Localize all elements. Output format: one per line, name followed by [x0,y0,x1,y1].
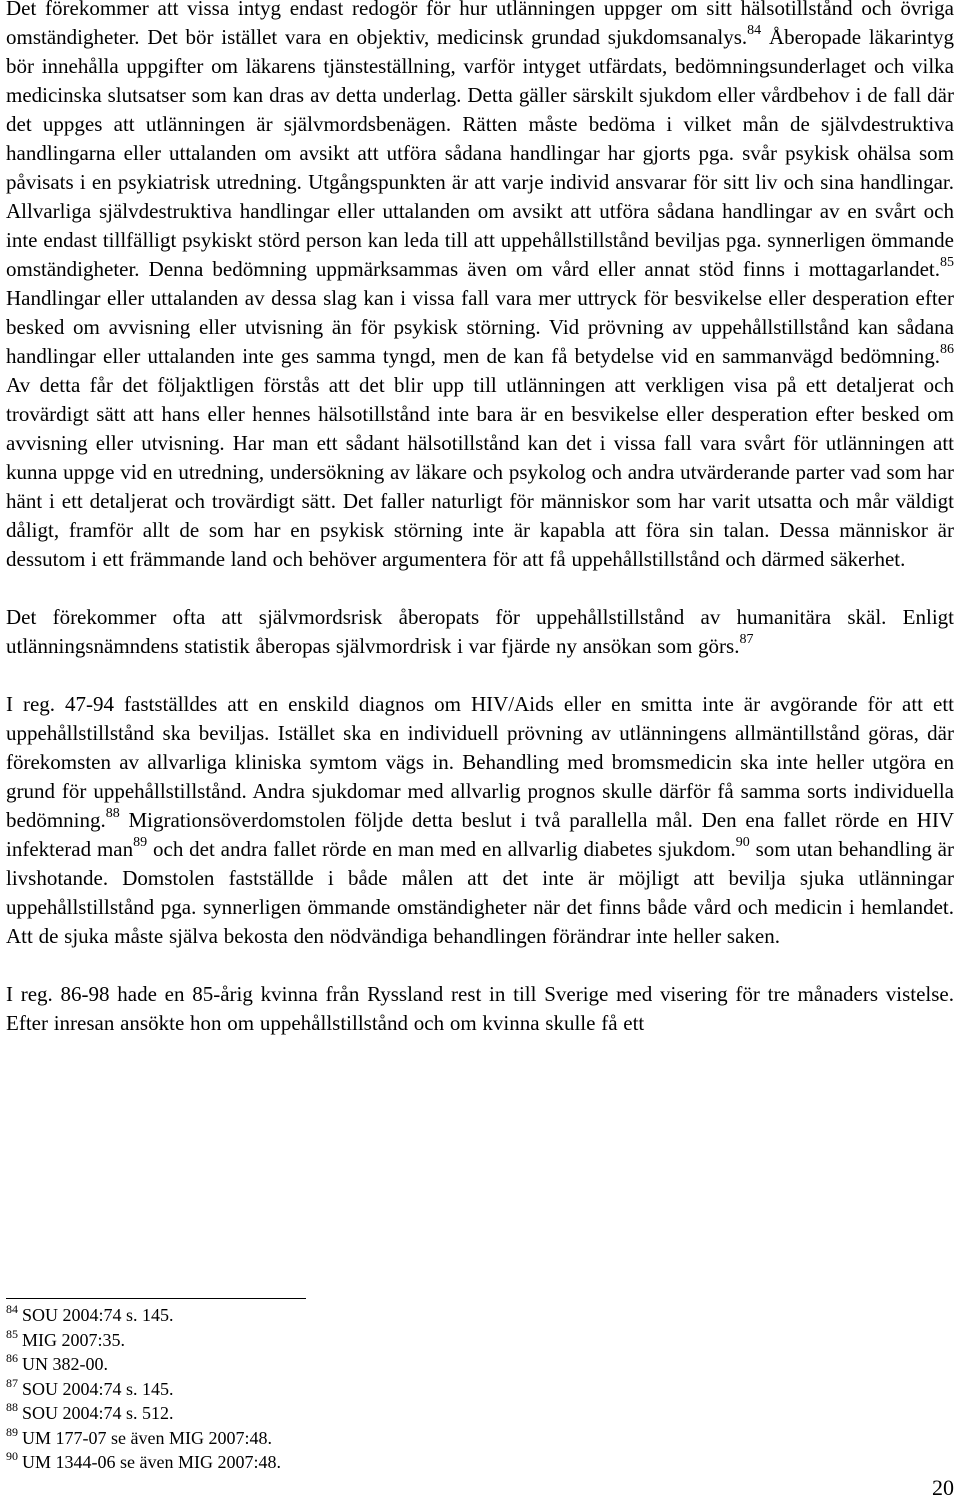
paragraph [6,603,954,661]
footnote-text: SOU 2004:74 s. 145. [22,1305,174,1325]
text-run: Åberopade läkarintyg bör innehålla uppgifter om läkarens tjänsteställning, varför intyget utfärdats, bedömningsunderlaget och vilka medicinska slutsatser som kan dras av detta underlag. Detta gäller särskilt sjukdom eller vårdbehov i de fall där det uppges att utlänningen är självmordsbenägen. Rätten måste bedöma i vilket mån de självdestruktiva handlingarna eller uttalanden om avsikt att utföra sådana handlingar har gjorts pga. svår psykisk ohälsa som påvisats i en psykiatrisk utredning. Utgångspunkten är att varje individ ansvarar för sitt liv och sina handlingar. Allvarliga självdestruktiva handlingar eller uttalanden om avsikt att utföra sådana handlingar av en svårt och inte endast tillfälligt psykiskt störd person kan leda till att uppehållstillstånd beviljas pga. synnerligen ömmande omständigheter. Denna bedömning uppmärksammas även om vård eller annat stöd finns i mottagarlandet. [6,25,954,281]
footnote-text: UM 177-07 se även MIG 2007:48. [22,1427,272,1448]
footnote-text: UM 1344-06 se även MIG 2007:48. [22,1452,281,1472]
text-run: Det förekommer ofta att självmordsrisk åberopats för uppehållstillstånd av humanitära skäl. Enligt utlänningsnämndens statistik åberopas självmordrisk i var fjärde ny ansökan som görs. [6,605,954,658]
footnote [6,1352,706,1377]
text-run: Migrationsöverdomstolen följde detta beslut i två parallella mål. Den ena fallet rörde en HIV infekterad man [6,808,954,861]
footnote-reference: 84 [747,23,762,38]
footnote [6,1401,706,1426]
footnote [6,1426,706,1451]
footnote-reference: 90 [735,835,750,850]
footnote-number: 88 [6,1400,18,1414]
footnote [6,1303,706,1328]
text-run: I reg. 47-94 fastställdes att en enskild diagnos om HIV/Aids eller en smitta inte är avgörande för att ett uppehållstillstånd ska beviljas. Istället ska en individuell prövning av utlänningens allmäntillstånd göras, där förekomsten av allvarliga kliniska symtom vägs in. Behandling med bromsmedicin ska inte heller utgöra en grund för uppehållstillstånd. Andra sjukdomar med allvarlig prognos skulle därför få samma sorts individuella bedömning. [6,692,954,832]
document-page [6,0,954,1038]
footnote-text: SOU 2004:74 s. 145. [22,1378,174,1399]
paragraph [6,980,954,1038]
page-number: 20 [932,1475,954,1500]
footnote-text: UN 382-00. [22,1354,108,1374]
footnote-text: MIG 2007:35. [22,1329,125,1350]
text-run: och det andra fallet rörde en man med en allvarlig diabetes sjukdom. [147,837,736,861]
footnote-reference: 87 [739,632,754,647]
paragraph [6,0,954,574]
text-run: I reg. 86-98 hade en 85-årig kvinna från Ryssland rest in till Sverige med visering för tre månaders vistelse. Efter inresan ansökte hon om uppehållstillstånd och om kvinna skulle få ett [6,982,954,1035]
footnote-number: 85 [6,1326,18,1341]
text-run: Handlingar eller uttalanden av dessa slag kan i vissa fall vara mer uttryck för besvikelse eller desperation efter besked om avvisning eller utvisning än för psykisk störning. Vid prövning av uppehållstillstånd kan sådana handlingar eller uttalanden inte ges samma tyngd, men de kan få betydelse vid en sammanvägd bedömning. [6,286,954,368]
footnote-number: 89 [6,1424,18,1439]
body-text [6,0,954,1038]
paragraph [6,690,954,951]
footnote-reference: 88 [105,806,120,821]
footnotes [6,1303,706,1475]
footnote-number: 84 [6,1302,18,1316]
footnote-number: 90 [6,1449,18,1463]
footnote-separator [6,1298,306,1299]
text-run: Av detta får det följaktligen förstås att det blir upp till utlänningen att verkligen visa på ett detaljerat och trovärdigt sätt att hans eller hennes hälsotillstånd inte bara är en besvikelse eller desperation efter besked om avvisning eller utvisning. Har man ett sådant hälsotillstånd kan det i vissa fall vara svårt för utlänningen att kunna uppge vid en utredning, undersökning av läkare och psykolog och andra utvärderande parter vad som har hänt i ett detaljerat och trovärdigt sätt. Det faller naturligt för människor som har varit utsatta och mår väldigt dåligt, framför allt de som har en psykisk störning inte är kapabla att föra sin talan. Dessa människor är dessutom i ett främmande land och behöver argumentera för att få uppehållstillstånd och därmed säkerhet. [6,373,954,571]
footnote [6,1377,706,1402]
footnote-reference: 86 [940,342,954,357]
footnote [6,1450,706,1475]
text-run: som utan behandling är livshotande. Domstolen fastställde i både målen att det inte är möjligt att bevilja sjuka utlänningar uppehållstillstånd pga. synnerligen ömmande omständigheter när det finns både vård och medicin i hemlandet. Att de sjuka måste själva bekosta den nödvändiga behandlingen förändrar inte heller saken. [6,837,954,948]
footnote-reference: 89 [133,835,148,850]
footnote [6,1328,706,1353]
text-run: Det förekommer att vissa intyg endast redogör för hur utlänningen uppger om sitt hälsotillstånd och övriga omständigheter. Det bör istället vara en objektiv, medicinsk grundad sjukdomsanalys. [6,0,954,49]
footnote-number: 87 [6,1375,18,1390]
footnote-number: 86 [6,1351,18,1365]
footnote-text: SOU 2004:74 s. 512. [22,1403,174,1423]
footnote-reference: 85 [940,255,954,270]
